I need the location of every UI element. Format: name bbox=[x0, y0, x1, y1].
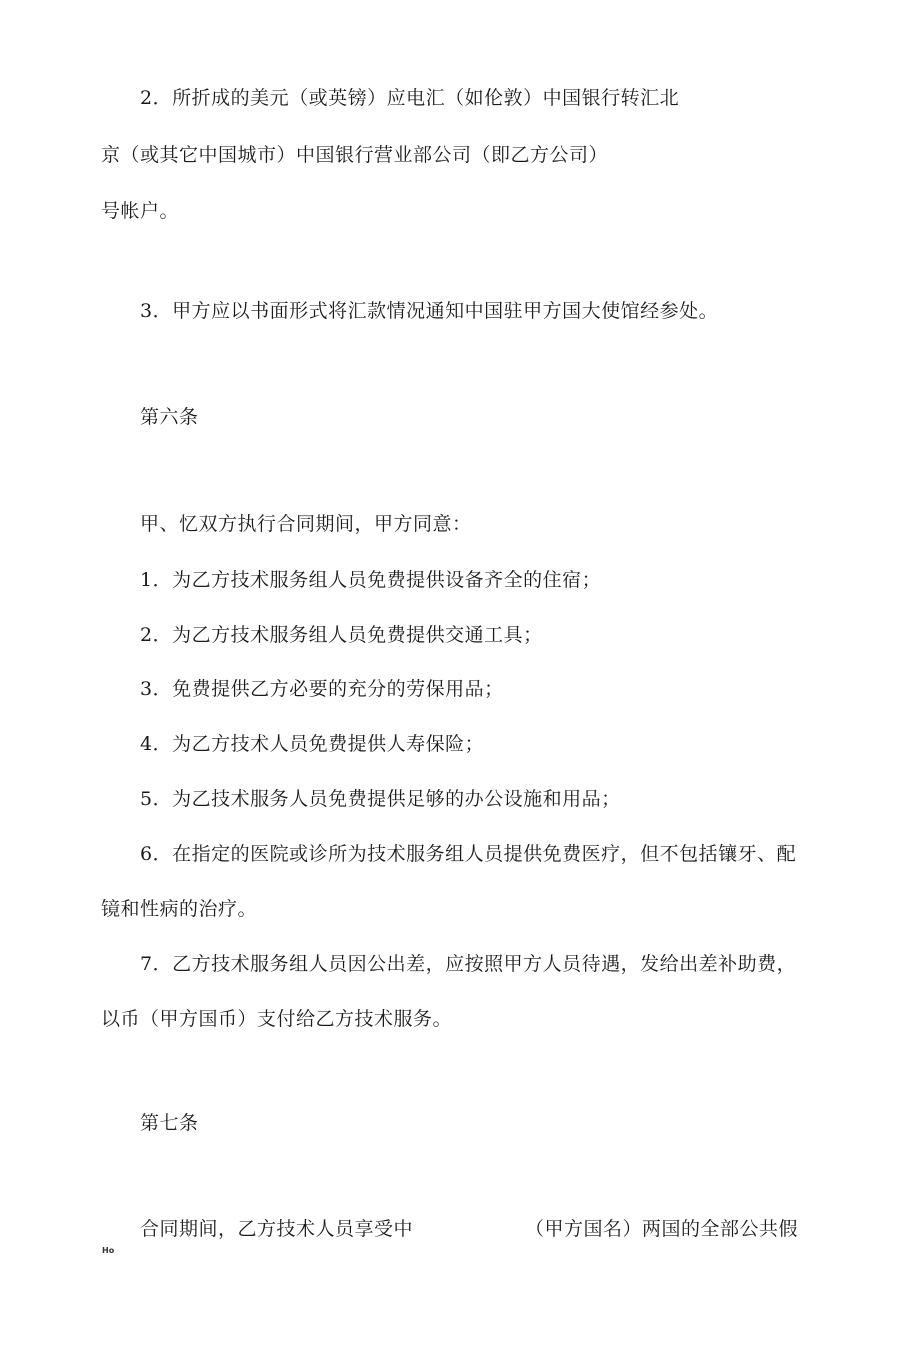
footer-mark: Ho bbox=[102, 1246, 115, 1255]
list-item-3: 3．免费提供乙方必要的充分的劳保用品； bbox=[140, 678, 504, 700]
list-item-6: 6．在指定的医院或诊所为技术服务组人员提供免费医疗，但不包括镶牙、配 bbox=[140, 843, 797, 865]
paragraph-clause-3: 3．甲方应以书面形式将汇款情况通知中国驻甲方国大使馆经参处。 bbox=[140, 300, 719, 322]
article-heading-6: 第六条 bbox=[140, 406, 199, 428]
paragraph-holidays bbox=[140, 1220, 798, 1239]
list-item-5: 5．为乙技术服务人员免费提供足够的办公设施和用品； bbox=[140, 788, 621, 810]
paragraph-clause-2-cont: 京（或其它中国城市）中国银行营业部公司（即乙方公司） bbox=[101, 144, 609, 166]
list-item-2: 2．为乙方技术服务组人员免费提供交通工具； bbox=[140, 624, 543, 646]
list-item-6-cont: 镜和性病的治疗。 bbox=[101, 898, 258, 920]
article-heading-7: 第七条 bbox=[140, 1112, 199, 1134]
paragraph-holidays-part2: （甲方国名）两国的全部公共假 bbox=[525, 1218, 799, 1240]
list-item-1: 1．为乙方技术服务组人员免费提供设备齐全的住宿； bbox=[140, 569, 602, 591]
list-item-4: 4．为乙方技术人员免费提供人寿保险； bbox=[140, 733, 485, 755]
paragraph-holidays-part1: 合同期间，乙方技术人员享受中 bbox=[140, 1218, 414, 1240]
paragraph-clause-2: 2．所折成的美元（或英镑）应电汇（如伦敦）中国银行转汇北 bbox=[140, 87, 680, 109]
list-item-7: 7．乙方技术服务组人员因公出差，应按照甲方人员待遇，发给出差补助费， bbox=[140, 953, 797, 975]
paragraph-clause-2-end: 号帐户。 bbox=[101, 200, 180, 222]
paragraph-intro: 甲、忆双方执行合同期间，甲方同意： bbox=[140, 513, 472, 535]
list-item-7-cont: 以币（甲方国币）支付给乙方技术服务。 bbox=[101, 1008, 453, 1030]
